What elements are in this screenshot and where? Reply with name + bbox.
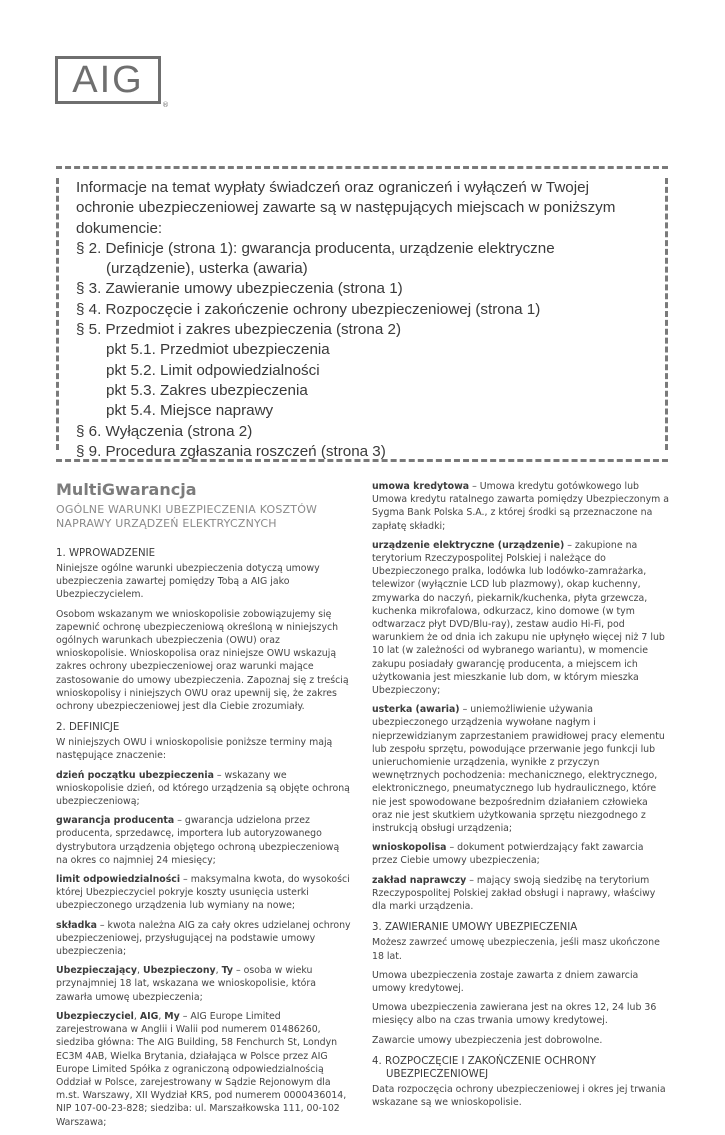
definition-term: AIG	[139, 1010, 159, 1022]
info-box-left-border	[56, 178, 59, 450]
paragraph: Umowa ubezpieczenia zawierana jest na okres 12, 24 lub 36 miesięcy albo na czas trwania umowy kredytowej.	[372, 1002, 657, 1027]
info-subitem: pkt 5.3. Zakres ubezpieczenia	[106, 381, 308, 399]
definition-term: My	[164, 1010, 180, 1022]
definition	[372, 703, 670, 835]
info-subitem: pkt 5.1. Przedmiot ubezpieczenia	[106, 341, 330, 359]
right-column	[372, 480, 670, 1115]
definition-text: – zakupione na terytorium Rzeczypospolitej Polskiej i należące do Ubezpieczonego pralka, lodówka lub lodówko-zamrażarka, telewizor (wyłącznie LCD lub plazmowy), okap kuchenny, zmywarka do naczyń, piekarnik/kuchenka, płyta grzewcza, kuchenka mikrofalowa, odkurzacz, kino domowe (w tym odtwarzacz płyt DVD/Blu-ray), zestaw audio Hi-Fi, pod warunkiem że od dnia ich zakupu nie upłynęło więcej niż 7 lub 10 lat (w zależności od wybranego wariantu), w momencie zakupu posiadały gwarancję producenta, a miejscem ich użytkowania jest mieszkanie lub dom, w którym mieszka Ubezpieczony;	[372, 539, 665, 697]
definition-text: – AIG Europe Limited zarejestrowana w Anglii i Walii pod numerem 01486260, siedziba główna: The AIG Building, 58 Fenchurch St, Londyn EC3M 4AB, Wielka Brytania, działająca w Polsce przez AIG Europe Limited Spółka z ograniczoną odpowiedzialnością Oddział w Polsce, zarejestrowany w Sądzie Rejonowym dla m.st. Warszawy, XII Wydział KRS, pod numerem 0000436014, NIP 107-00-23-828; siedziba: ul. Marszałkowska 111, 00-102 Warszawa;	[56, 1010, 347, 1128]
definition-term: urządzenie elektryczne (urządzenie)	[372, 539, 565, 551]
info-intro-line: dokumencie:	[76, 219, 163, 237]
paragraph: Data rozpoczęcia ochrony ubezpieczeniowej i okres jej trwania wskazane są we wnioskopolisie.	[372, 1083, 666, 1108]
info-box-right-border	[665, 178, 668, 450]
info-subitem: pkt 5.4. Miejsce naprawy	[106, 402, 274, 420]
info-item: § 4. Rozpoczęcie i zakończenie ochrony ubezpieczeniowej (strona 1)	[76, 300, 541, 318]
definition-text: – uniemożliwienie używania ubezpieczonego urządzenia wywołane nagłym i nieprzewidzianym zaprzestaniem prawidłowej pracy elementu lub zespołu sprzętu, powodujące przerwanie jego funkcji lub unieruchomienie urządzenia, wynikłe z przyczyn wewnętrznych pochodzenia: mechanicznego, elektrycznego, elektronicznego, pneumatycznego lub hydraulicznego, które nie jest spowodowane bezpośrednim działaniem człowieka oraz nie jest skutkiem użytkowania sprzętu niezgodnego z instrukcją obsługi urządzenia;	[372, 704, 665, 835]
paragraph: Zawarcie umowy ubezpieczenia jest dobrowolne.	[372, 1034, 603, 1046]
definition-insured	[56, 964, 352, 1004]
definition	[372, 841, 670, 867]
definition	[56, 769, 352, 809]
definition-insurer	[56, 1010, 352, 1129]
definition-term: Ubezpieczony	[142, 965, 216, 977]
paragraph: Umowa ubezpieczenia zostaje zawarta z dniem zawarcia umowy kredytowej.	[372, 969, 639, 994]
definition-term: składka	[56, 919, 97, 931]
info-intro-line: Informacje na temat wypłaty świadczeń oraz ograniczeń i wyłączeń w Twojej	[76, 179, 589, 196]
definition-text: – Umowa kredytu gotówkowego lub Umowa kredytu ratalnego zawarta pomiędzy Ubezpieczonym a Sygma Bank Polska S.A., z której środki są przeznaczone na zapłatę składki;	[372, 481, 669, 532]
definition	[56, 814, 352, 867]
info-item: § 3. Zawieranie umowy ubezpieczenia (strona 1)	[76, 280, 403, 298]
definition-term: Ty	[221, 965, 233, 977]
definition-text: – maksymalna kwota, do wysokości której Ubezpieczyciel pokryje koszty usunięcia usterki ubezpieczonego urządzenia lub wymiany na nowe;	[56, 874, 350, 912]
info-item: § 9. Procedura zgłaszania roszczeń (strona 3)	[76, 442, 386, 460]
definition	[372, 874, 670, 914]
aig-logo-text: AIG	[72, 59, 144, 101]
definition	[56, 873, 352, 913]
section-heading-coverage-period: 4. ROZPOCZĘCIE I ZAKOŃCZENIE OCHRONY UBEZPIECZENIOWEJ	[372, 1055, 597, 1080]
registered-mark: ®	[162, 101, 169, 109]
section-heading-contract: 3. ZAWIERANIE UMOWY UBEZPIECZENIA	[372, 922, 578, 934]
info-item: § 5. Przedmiot i zakres ubezpieczenia (strona 2)	[76, 321, 401, 339]
definition-term: gwarancja producenta	[56, 815, 175, 827]
info-box	[56, 166, 668, 462]
definition-term: Ubezpieczający	[56, 965, 137, 977]
definition	[56, 919, 352, 959]
definition-text: – dokument potwierdzający fakt zawarcia przez Ciebie umowy ubezpieczenia;	[372, 842, 644, 867]
definition	[372, 539, 670, 697]
paragraph: Osobom wskazanym we wnioskopolisie zobowiązujemy się zapewnić ochronę ubezpieczeniową określoną w niniejszych ogólnych warunkach ubezpieczenia (OWU) oraz wnioskopolisie. Wnioskopolisa oraz niniejsze OWU wskazują zakres ochrony ubezpieczeniowej oraz warunki mające zastosowanie do umowy ubezpieczenia. Zapoznaj się z treścią wnioskopolisy i niniejszych OWU oraz upewnij się, że zakres ochrony ubezpieczeniowej jest dla Ciebie zrozumiały.	[56, 608, 349, 713]
definition-term: limit odpowiedzialności	[56, 874, 181, 886]
section-heading-definitions: 2. DEFINICJE	[56, 722, 120, 734]
info-item: (urządzenie), usterka (awaria)	[106, 260, 308, 278]
definition-text: – wskazany we wnioskopolisie dzień, od którego urządzenia są objęte ochroną ubezpieczeniową;	[56, 769, 350, 808]
separator: ,	[158, 1010, 165, 1022]
info-item: § 2. Definicje (strona 1): gwarancja producenta, urządzenie elektryczne	[76, 239, 555, 257]
left-column	[56, 480, 352, 1135]
paragraph: W niniejszych OWU i wnioskopolisie poniższe terminy mają następujące znaczenie:	[56, 737, 333, 762]
document-subtitle: OGÓLNE WARUNKI UBEZPIECZENIA KOSZTÓW NAPRAWY URZĄDZEŃ ELEKTRYCZNYCH	[56, 503, 318, 530]
definition-text: – gwarancja udzielona przez producenta, sprzedawcę, importera lub autoryzowanego dystrybutora urządzenia objętego ochroną ubezpieczeniową na okres co najmniej 24 miesięcy;	[56, 815, 340, 866]
paragraph: Możesz zawrzeć umowę ubezpieczenia, jeśli masz ukończone 18 lat.	[372, 937, 660, 962]
info-item: § 6. Wyłączenia (strona 2)	[76, 422, 253, 440]
section-heading-introduction: 1. WPROWADZENIE	[56, 548, 156, 559]
info-intro-line: ochronie ubezpieczeniowej zawarte są w następujących miejscach w poniższym	[76, 199, 616, 217]
separator: ,	[133, 1010, 140, 1022]
document-title: MultiGwarancja	[56, 480, 197, 499]
definition-text: – mający swoją siedzibę na terytorium Rzeczypospolitej Polskiej zakład obsługi i naprawy, właściwy dla marki urządzenia.	[372, 874, 656, 913]
separator: ,	[215, 965, 222, 977]
separator: ,	[136, 965, 143, 977]
info-subitem: pkt 5.2. Limit odpowiedzialności	[106, 361, 320, 379]
paragraph: Niniejsze ogólne warunki ubezpieczenia dotyczą umowy ubezpieczenia zawartej pomiędzy Tobą a AIG jako Ubezpieczycielem.	[56, 563, 320, 601]
definition-term: dzień początku ubezpieczenia	[56, 769, 214, 781]
definition-term: wnioskopolisa	[372, 842, 447, 854]
definition	[372, 480, 670, 533]
definition-text: – osoba w wieku przynajmniej 18 lat, wskazana we wnioskopolisie, która zawarła umowę ubezpieczenia;	[56, 965, 317, 1003]
aig-logo	[55, 56, 161, 104]
definition-term: usterka (awaria)	[372, 704, 460, 716]
info-box-content	[76, 178, 648, 462]
definition-term: Ubezpieczyciel	[56, 1010, 134, 1022]
definition-text: – kwota należna AIG za cały okres udzielanej ochrony ubezpieczeniowej, przysługującej na podstawie umowy ubezpieczenia;	[56, 919, 351, 958]
definition-term: zakład naprawczy	[372, 874, 467, 886]
info-box-top-border	[56, 166, 668, 169]
definition-term: umowa kredytowa	[372, 481, 470, 492]
